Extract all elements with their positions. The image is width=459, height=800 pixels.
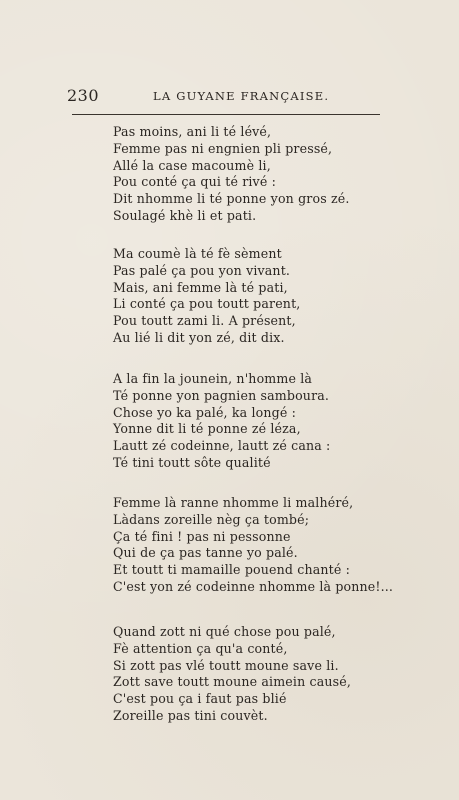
verse-line: Pou toutt zami li. A présent,	[113, 313, 296, 329]
stanza	[113, 246, 300, 347]
stanza	[113, 495, 393, 596]
verse-line: Li conté ça pou toutt parent,	[113, 296, 301, 312]
verse-line: C'est pou ça i faut pas blié	[113, 691, 287, 707]
stanza	[113, 624, 351, 725]
verse-line: Dit nhomme li té ponne yon gros zé.	[113, 191, 350, 207]
verse-line: Mais, ani femme là té pati,	[113, 279, 288, 295]
verse-line: Femme là ranne nhomme li malhéré,	[113, 495, 354, 510]
stanza	[113, 124, 350, 225]
verse-line: Zoreille pas tini couvèt.	[113, 707, 268, 723]
verse-line: Au lié li dit yon zé, dit dix.	[113, 329, 285, 345]
verse-line: C'est yon zé codeinne nhomme là ponne!...	[113, 578, 394, 594]
verse-line: Pas palé ça pou yon vivant.	[113, 262, 291, 278]
verse-line: Et toutt ti mamaille pouend chanté :	[113, 562, 350, 578]
header-rule	[72, 114, 380, 115]
verse-line: Fè attention ça qu'a conté,	[113, 640, 288, 656]
verse-line: Té ponne yon pagnien samboura.	[113, 387, 330, 403]
running-title: LA GUYANE FRANÇAISE.	[153, 89, 330, 103]
verse-line: Quand zott ni qué chose pou palé,	[113, 624, 336, 639]
verse-line: Allé la case macoumè li,	[113, 157, 271, 173]
verse-line: Soulagé khè li et pati.	[113, 207, 257, 223]
verse-line: Zott save toutt moune aimein causé,	[113, 674, 351, 690]
verse-line: Pou conté ça qui té rivé :	[113, 174, 276, 190]
verse-line: Chose yo ka palé, ka longé :	[113, 404, 296, 420]
stanza	[113, 371, 330, 472]
verse-line: Femme pas ni engnien pli pressé,	[113, 140, 333, 156]
verse-line: Té tini toutt sôte qualité	[113, 454, 271, 470]
verse-line: Si zott pas vlé toutt moune save li.	[113, 657, 339, 673]
verse-line: Qui de ça pas tanne yo palé.	[113, 545, 298, 561]
page-number: 230	[67, 86, 100, 105]
page-header	[67, 86, 387, 106]
verse-line: Ma coumè là té fè sèment	[113, 246, 282, 261]
verse-line: Làdans zoreille nèg ça tombé;	[113, 511, 310, 527]
verse-line: Yonne dit li té ponne zé léza,	[113, 421, 301, 437]
verse-line: Lautt zé codeinne, lautt zé cana :	[113, 438, 331, 454]
verse-line: Pas moins, ani li té lévé,	[113, 124, 272, 139]
verse-line: A la fin la jounein, n'homme là	[113, 371, 313, 386]
verse-line: Ça té fini ! pas ni pessonne	[113, 528, 291, 544]
